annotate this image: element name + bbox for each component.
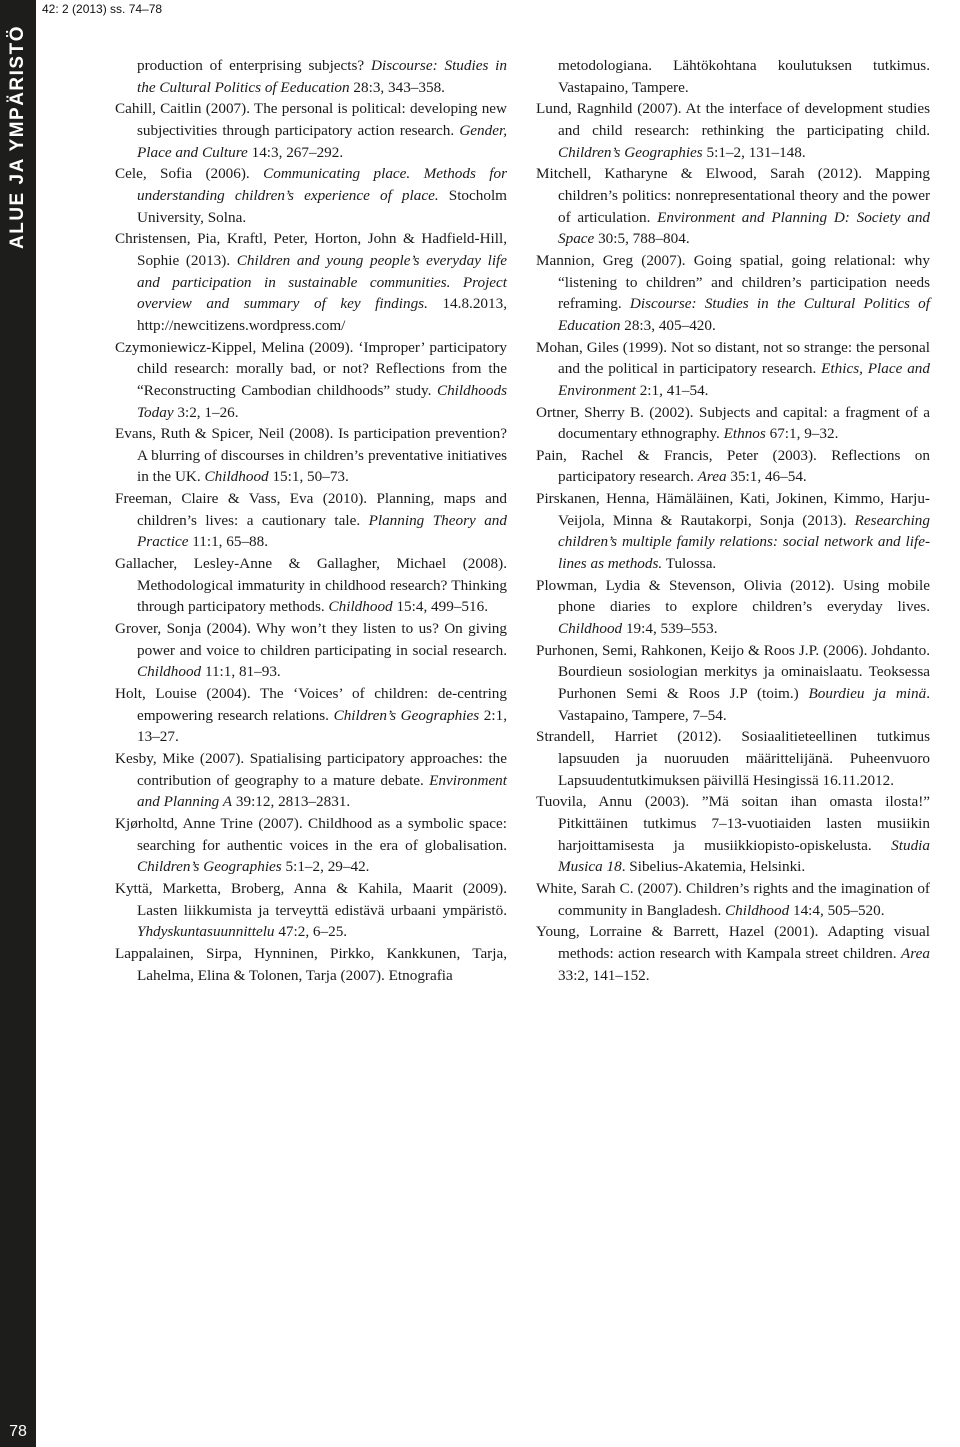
reference-text: 15:4, 499–516. [392,598,488,616]
reference-title-italic: Environment and Planning D: Society and Space [558,208,931,248]
reference-text: Ortner, Sherry B. (2002). Subjects and capital: a fragment of a documentary ethnography. [536,403,930,443]
reference-text: Cele, Sofia (2006). [115,165,264,183]
reference-text: 11:1, 81–93. [201,663,281,681]
reference-text: 5:1–2, 131–148. [702,143,806,161]
reference-text: 15:1, 50–73. [268,468,349,486]
reference-entry [536,575,930,640]
reference-title-italic: Childhood [137,663,202,681]
reference-entry [115,163,507,228]
reference-title-italic: Gender, Place and Culture [137,121,507,161]
reference-title-italic: Area [697,468,727,486]
reference-entry [536,488,930,575]
reference-entry [115,98,507,163]
reference-title-italic: Childhood [204,468,269,486]
journal-title-vertical [0,12,36,262]
reference-text: Kesby, Mike (2007). Spatialising participatory approaches: the contribution of geography to a mature debate. [115,750,507,789]
reference-text: Stocholm University, Solna. [137,186,507,226]
reference-entry [115,488,507,553]
reference-text: production of enterprising subjects? [137,57,371,74]
reference-title-italic: Area [901,944,930,962]
reference-entry [536,445,930,488]
reference-title-italic: Environment and Planning A [137,771,507,811]
reference-entry [536,921,930,986]
reference-text: Czymoniewicz-Kippel, Melina (2009). ‘Improper’ participatory child research: morally bad, or not? Reflections from the “Reconstructing Cambodian childhoods” study. [115,338,507,399]
reference-title-italic: Childhood [558,620,623,638]
reference-text: 47:2, 6–25. [274,923,348,941]
reference-title-italic: Childhood [328,598,393,616]
reference-text: metodologiana. Lähtökohtana koulutuksen tutkimus. Vastapaino, Tampere. [558,57,930,96]
reference-text: Lappalainen, Sirpa, Hynninen, Pirkko, Kankkunen, Tarja, Lahelma, Elina & Tolonen, Tarja (2007). Etnografia [115,944,507,984]
reference-text: Young, Lorraine & Barrett, Hazel (2001). Adapting visual methods: action research with Kampala street children. [536,923,930,962]
reference-text: 14:3, 267–292. [247,143,344,161]
reference-text: Grover, Sonja (2004). Why won’t they listen to us? On giving power and voice to children participating in social research. [115,620,507,659]
reference-entry [536,98,930,163]
reference-title-italic: Childhood [725,901,790,919]
reference-text: 30:5, 788–804. [594,230,690,248]
reference-text: Gallacher, Lesley-Anne & Gallagher, Michael (2008). Methodological immaturity in childhood research? Thinking through participatory methods. [115,555,507,616]
reference-entry [115,228,507,336]
reference-text: Tulossa. [662,555,717,573]
reference-title-italic: Ethnos [723,425,766,443]
reference-title-italic: Discourse: Studies in the Cultural Politics of Education [558,295,930,334]
reference-text: . Sibelius-Akatemia, Helsinki. [621,858,806,876]
reference-title-italic: Children’s Geographies [558,143,703,161]
reference-entry [115,337,507,424]
reference-title-italic: Studia Musica 18 [558,836,930,876]
reference-entry [536,878,930,921]
page-number: 78 [9,1423,27,1440]
reference-text: Mannion, Greg (2007). Going spatial, going relational: why “listening to children” and children’s participation needs reframing. [536,251,930,313]
reference-entry [536,250,930,337]
reference-entry [536,791,930,878]
reference-text: Pirskanen, Henna, Hämäläinen, Kati, Jokinen, Kimmo, Harju-Veijola, Minna & Rautakorpi, Sonja (2013). [536,490,930,529]
right-reference-column [536,55,930,986]
reference-title-italic: Planning Theory and Practice [137,511,507,551]
running-header: 42: 2 (2013) ss. 74–78 [42,2,163,16]
reference-text: Freeman, Claire & Vass, Eva (2010). Planning, maps and children’s lives: a cautionary tale. [115,490,507,529]
reference-text: Strandell, Harriet (2012). Sosiaalitieteellinen tutkimus lapsuuden ja nuoruuden määrittelijänä. Puheenvuoro Lapsuudentutkimuksen päivillä Hesingissä 16.11.2012. [536,728,930,789]
journal-title-text: ALUE JA YMPÄRISTÖ [7,25,29,249]
reference-title-italic: Researching children’s multiple family relations: social network and life-lines as methods. [558,511,930,573]
reference-entry [115,423,507,488]
reference-text: 35:1, 46–54. [726,468,807,486]
reference-entry [115,683,507,748]
reference-entry [115,553,507,618]
reference-title-italic: Children and young people’s everyday life and participation in sustainable communities. Project overview and summary of key findings. [137,251,507,313]
reference-text: Christensen, Pia, Kraftl, Peter, Horton, John & Hadfield-Hill, Sophie (2013). [115,230,507,269]
reference-text: Lund, Ragnhild (2007). At the interface of development studies and child research: rethinking the participating child. [536,100,930,139]
reference-text: 28:3, 343–358. [349,78,445,96]
reference-text: Mitchell, Katharyne & Elwood, Sarah (2012). Mapping children’s politics: nonrepresentational theory and the power of articulation. [536,165,930,226]
reference-text: Tuovila, Annu (2003). ”Mä soitan ihan omasta ilosta!” Pitkittäinen tutkimus 7–13-vuotiaiden lasten musiikin harjoittamisesta ja musiikkiopisto-opiskelusta. [536,793,930,854]
reference-text: Cahill, Caitlin (2007). The personal is political: developing new subjectivities through participatory action research. [115,100,507,139]
reference-text: Kyttä, Marketta, Broberg, Anna & Kahila, Maarit (2009). Lasten liikkumista ja terveyttä edistävä urbaani ympäristö. [115,879,507,919]
reference-entry [115,55,507,98]
reference-text: 3:2, 1–26. [173,403,239,421]
reference-entry [115,618,507,683]
reference-text: Holt, Louise (2004). The ‘Voices’ of children: de-centring empowering research relations. [115,685,507,724]
reference-title-italic: Childhoods Today [137,381,507,421]
reference-entry [115,813,507,878]
reference-entry [536,55,930,98]
reference-text: Plowman, Lydia & Stevenson, Olivia (2012). Using mobile phone diaries to explore children’s everyday lives. [536,576,930,616]
reference-text: Pain, Rachel & Francis, Peter (2003). Reflections on participatory research. [536,446,930,486]
reference-title-italic: Ethics, Place and Environment [558,360,930,399]
reference-text: 28:3, 405–420. [620,316,716,334]
reference-title-italic: Children’s Geographies [137,858,282,876]
left-reference-column [115,55,507,986]
reference-text: Evans, Ruth & Spicer, Neil (2008). Is participation prevention? A blurring of discourses in children’s preventative initiatives in the UK. [115,425,507,486]
reference-text: 11:1, 65–88. [188,533,269,551]
reference-text: 67:1, 9–32. [765,425,839,443]
reference-title-italic: Bourdieu ja minä [808,685,927,703]
sidebar-band [0,0,36,1447]
reference-text: 33:2, 141–152. [558,966,650,984]
reference-text: . Vastapaino, Tampere, 7–54. [558,685,930,724]
reference-text: 2:1, 13–27. [137,706,507,746]
reference-text: 2:1, 41–54. [635,381,709,399]
reference-text: 39:12, 2813–2831. [232,793,351,811]
reference-entry [536,337,930,402]
reference-entry [115,748,507,813]
reference-entry [536,163,930,250]
reference-title-italic: Communicating place. Methods for understanding children’s experience of place. [137,165,507,204]
reference-title-italic: Yhdyskuntasuunnittelu [137,923,275,941]
reference-entry [536,640,930,727]
reference-text: 14.8.2013, http://newcitizens.wordpress.com/ [137,295,508,334]
reference-text: Mohan, Giles (1999). Not so distant, not so strange: the personal and the political in participatory research. [536,338,930,378]
reference-entry [536,402,930,445]
reference-title-italic: Discourse: Studies in the Cultural Politics of Eeducation [137,57,507,96]
reference-entry [115,943,507,986]
reference-entry [536,726,930,791]
reference-text: Kjørholtd, Anne Trine (2007). Childhood as a symbolic space: searching for authentic voices in the era of globalisation. [115,814,507,854]
reference-text: White, Sarah C. (2007). Children’s rights and the imagination of community in Bangladesh. [536,879,930,919]
reference-text: 19:4, 539–553. [622,620,718,638]
reference-text: 14:4, 505–520. [789,901,885,919]
reference-entry [115,878,507,943]
reference-text: 5:1–2, 29–42. [281,858,370,876]
reference-title-italic: Children’s Geographies [333,706,480,724]
reference-text: Purhonen, Semi, Rahkonen, Keijo & Roos J.P. (2006). Johdanto. Bourdieun sosiologian merkitys ja ominaislaatu. Teoksessa Purhonen Semi & Roos J.P (toim.) [536,641,930,703]
